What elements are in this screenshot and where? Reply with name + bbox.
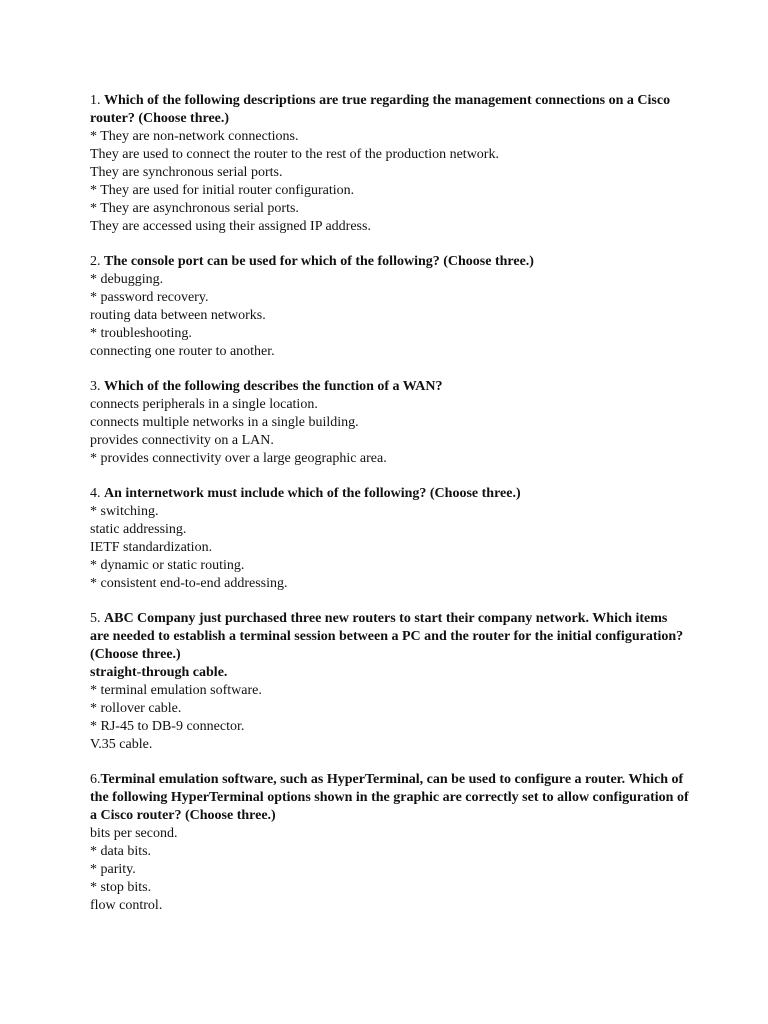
question-number: 3. [90,379,104,394]
question-heading [90,378,690,396]
answer-option: connects peripherals in a single location. [90,397,318,412]
question-heading [90,610,690,664]
answer-option: routing data between networks. [90,308,266,323]
answer-option: * troubleshooting. [90,326,192,341]
answer-option: * stop bits. [90,880,152,895]
question-number: 5. [90,611,104,626]
quiz-document [90,92,690,932]
answer-option: They are synchronous serial ports. [90,165,283,180]
answer-option: V.35 cable. [90,737,153,752]
answer-option: * RJ-45 to DB-9 connector. [90,719,245,734]
answer-option: * consistent end-to-end addressing. [90,576,288,591]
answer-option: flow control. [90,898,163,913]
question-heading [90,771,690,825]
answer-option: * They are non-network connections. [90,129,299,144]
question-heading [90,485,690,503]
answer-option: * provides connectivity over a large geographic area. [90,451,387,466]
answer-option: straight-through cable. [90,665,228,680]
question-number: 6. [90,772,101,787]
answer-option: * password recovery. [90,290,209,305]
question-heading [90,92,690,128]
question-heading [90,253,690,271]
answer-option: * debugging. [90,272,164,287]
question-block [90,485,690,593]
question-block [90,378,690,468]
answer-option: static addressing. [90,522,187,537]
question-number: 4. [90,486,104,501]
answer-option: * parity. [90,862,136,877]
answer-option: provides connectivity on a LAN. [90,433,274,448]
answer-option: connecting one router to another. [90,344,275,359]
answer-option: * They are used for initial router configuration. [90,183,355,198]
answer-option: They are accessed using their assigned IP address. [90,219,371,234]
question-block [90,610,690,754]
question-block [90,253,690,361]
answer-option: * switching. [90,504,159,519]
question-block [90,771,690,915]
question-number: 1. [90,93,104,108]
question-text: The console port can be used for which of the following? (Choose three.) [104,254,534,269]
question-text: Terminal emulation software, such as HyperTerminal, can be used to configure a router. Which of the following HyperTerminal options shown in the graphic are correctly set to allow configuration of a Cisco router? (Choose three.) [90,772,689,823]
answer-option: * data bits. [90,844,152,859]
question-text: Which of the following descriptions are true regarding the management connections on a Cisco router? (Choose three.) [90,93,671,126]
question-text: ABC Company just purchased three new routers to start their company network. Which items are needed to establish a terminal session between a PC and the router for the initial configuration? (Choose three.) [90,611,684,662]
answer-option: IETF standardization. [90,540,213,555]
answer-option: connects multiple networks in a single building. [90,415,359,430]
answer-option: * dynamic or static routing. [90,558,245,573]
question-text: Which of the following describes the function of a WAN? [104,379,443,394]
answer-option: bits per second. [90,826,178,841]
question-block [90,92,690,236]
question-text: An internetwork must include which of the following? (Choose three.) [104,486,521,501]
answer-option: * rollover cable. [90,701,182,716]
answer-option: * terminal emulation software. [90,683,262,698]
answer-option: * They are asynchronous serial ports. [90,201,299,216]
question-number: 2. [90,254,104,269]
answer-option: They are used to connect the router to the rest of the production network. [90,147,499,162]
